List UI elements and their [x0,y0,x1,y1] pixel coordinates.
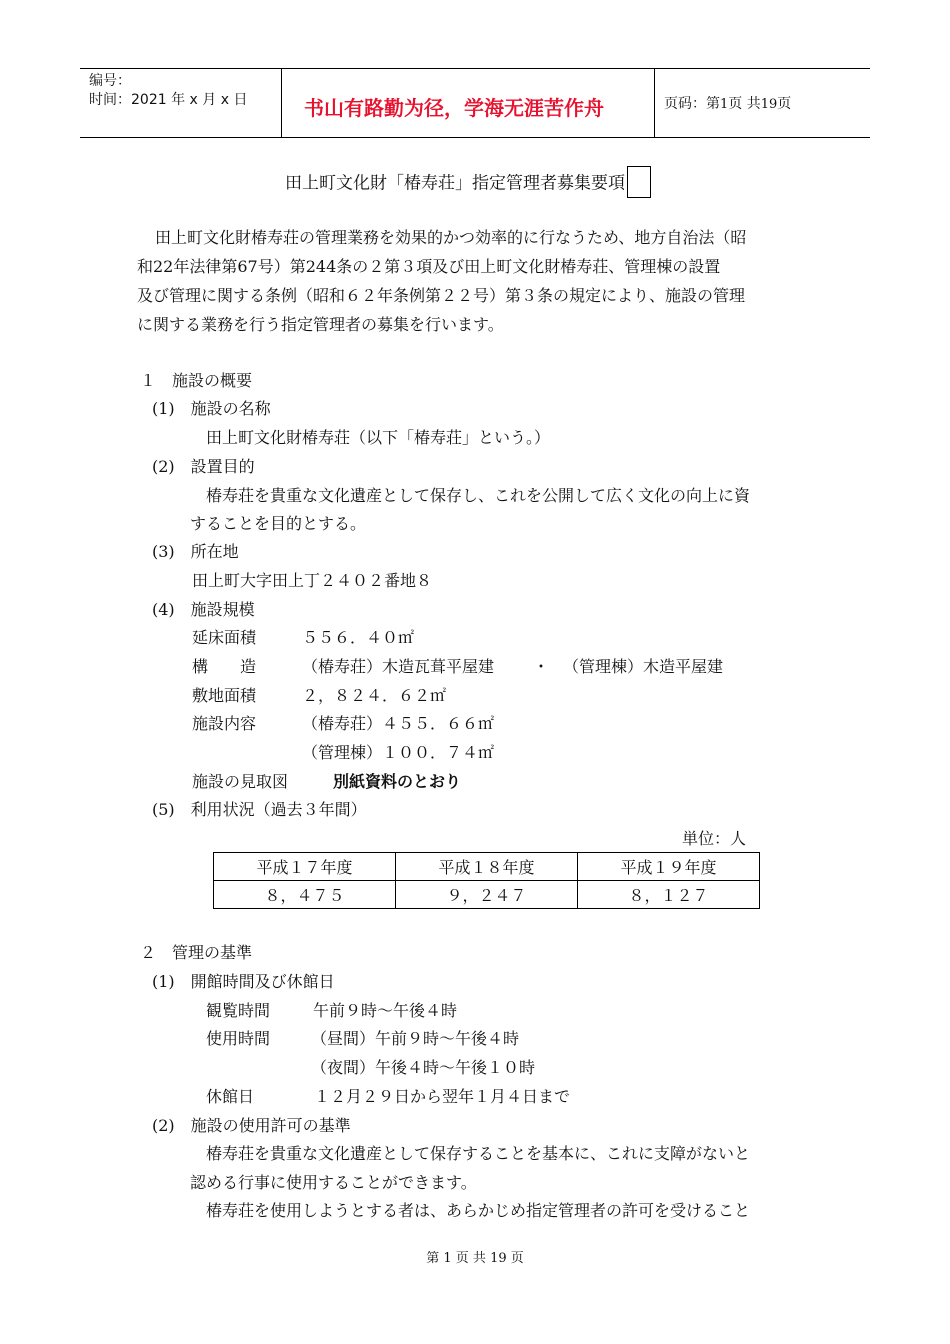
s2-item-2-label: (2) 施設の使用許可の基準 [152,1116,351,1135]
closed-days-label: 休館日 [206,1087,255,1106]
page-mid: 页 共 [728,96,761,112]
footer-current: 1 [443,1251,452,1266]
document-title-text: 田上町文化財「椿寿荘」指定管理者募集要項 [285,173,625,194]
header-motto-cell [281,69,655,137]
floor-map-value: 別紙資料のとおり [333,772,462,791]
header-table [80,68,870,138]
s1-item-2-text-1: 椿寿荘を貴重な文化遺産として保存し、これを公開して広く文化の向上に資 [206,486,751,505]
s2-item-2-text-3: 椿寿荘を使用しようとする者は、あらかじめ指定管理者の許可を受けること [206,1201,751,1220]
page-footer [0,1247,950,1266]
content-label: 施設内容 [192,714,257,733]
s1-item-4-label: (4) 施設規模 [152,600,255,619]
floor-map-label: 施設の見取図 [192,772,289,791]
footer-mid: 页 共 [455,1251,486,1266]
structure-label: 構 造 [192,657,257,676]
table-header: 平成１８年度 [396,853,578,881]
s2-item-2-text-2: 認める行事に使用することができます。 [190,1173,477,1192]
table-cell: ８，４７５ [214,881,396,909]
document-title [285,168,651,200]
content-main: （椿寿荘）４５５．６６㎡ [302,714,495,733]
number-label: 编号： [89,73,131,89]
structure-main: （椿寿荘）木造瓦葺平屋建 [302,657,495,676]
motto-text: 书山有路勤为径，学海无涯苦作舟 [304,96,604,120]
structure-separator: ・ [533,657,550,676]
table-cell: ９，２４７ [396,881,578,909]
s2-item-2-text-1: 椿寿荘を貴重な文化遺産として保存することを基本に、これに支障がないと [206,1144,751,1163]
usage-table [213,852,760,909]
header-page-cell [655,69,870,137]
page-number [664,93,791,113]
table-header-row [214,853,760,881]
content-annex: （管理棟）１００．７４㎡ [302,743,495,762]
intro-line-3: 及び管理に関する条例（昭和６２年条例第２２号）第３条の規定により、施設の管理 [137,286,746,305]
table-header: 平成１９年度 [578,853,760,881]
page-total: 19 [760,97,778,112]
viewing-hours-value: 午前９時～午後４時 [313,1001,458,1020]
table-header: 平成１７年度 [214,853,396,881]
header-meta-cell [80,69,280,137]
s1-item-1-text: 田上町文化財椿寿荘（以下「椿寿荘」という。） [206,428,551,447]
s1-item-5-label: (5) 利用状況（過去３年間） [152,800,367,819]
usage-hours-night: （夜間）午後４時～午後１０時 [311,1058,536,1077]
floor-area-value: ５５６．４０㎡ [302,628,415,647]
floor-area-label: 延床面積 [192,628,257,647]
s2-item-1-label: (1) 開館時間及び休館日 [152,972,335,991]
s1-item-3-text: 田上町大字田上丁２４０２番地８ [192,571,433,590]
site-area-value: ２，８２４．６２㎡ [302,686,447,705]
page-suffix: 页 [777,96,792,112]
section-2-heading: ２ 管理の基準 [140,943,253,962]
time-label: 时间：2021 年 x 月 x 日 [89,92,248,108]
unit-label: 単位：人 [682,829,747,848]
s1-item-1-label: (1) 施設の名称 [152,399,271,418]
intro-line-2: 和22年法律第67号）第244条の２第３項及び田上町文化財椿寿荘、管理棟の設置 [137,257,721,276]
footer-total: 19 [490,1251,507,1266]
table-cell: ８，１２７ [578,881,760,909]
footer-prefix: 第 [426,1251,440,1266]
intro-line-4: に関する業務を行う指定管理者の募集を行います。 [137,315,504,334]
usage-hours-label: 使用時間 [206,1029,271,1048]
intro-line-1: 田上町文化財椿寿荘の管理業務を効果的かつ効率的に行なうため、地方自治法（昭 [155,228,747,247]
footer-suffix: 页 [510,1251,524,1266]
s1-item-3-label: (3) 所在地 [152,542,239,561]
page-prefix: 页码：第 [664,96,720,112]
usage-hours-day: （昼間）午前９時～午後４時 [311,1029,520,1048]
title-empty-box [627,166,651,198]
closed-days-value: １２月２９日から翌年１月４日まで [314,1087,571,1106]
s1-item-2-text-2: することを目的とする。 [190,514,367,533]
table-row [214,881,760,909]
viewing-hours-label: 観覧時間 [206,1001,271,1020]
page-current: 1 [720,97,729,112]
s1-item-2-label: (2) 設置目的 [152,457,255,476]
section-1-heading: １ 施設の概要 [140,371,253,390]
structure-annex: （管理棟）木造平屋建 [563,657,724,676]
site-area-label: 敷地面積 [192,686,257,705]
